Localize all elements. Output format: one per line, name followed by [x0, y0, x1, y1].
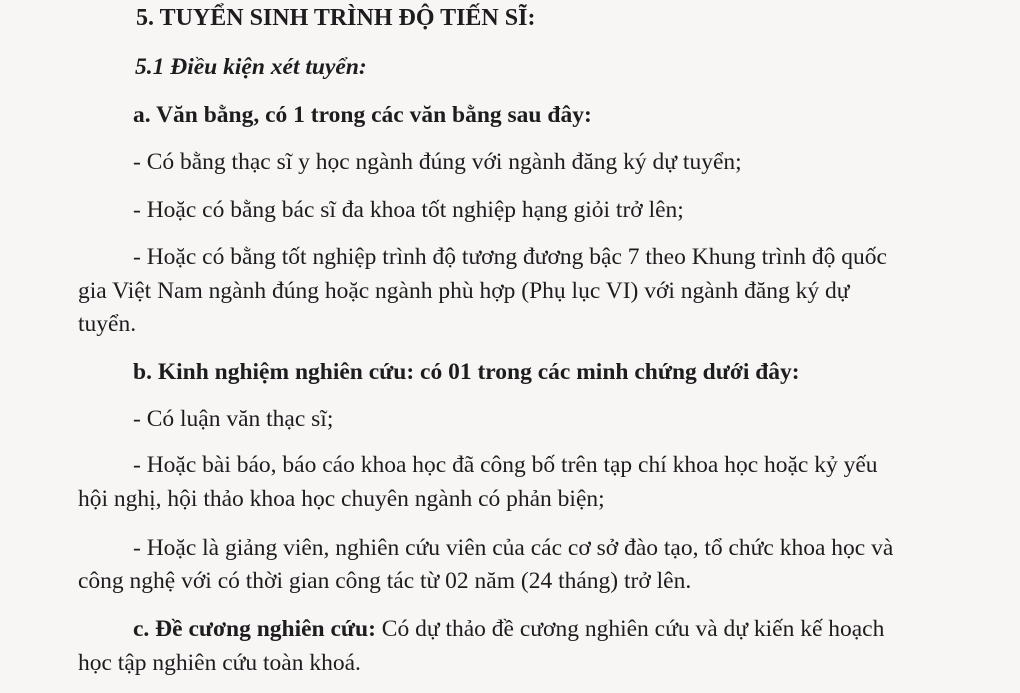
part-a-heading: a. Văn bằng, có 1 trong các văn bằng sau đây: — [133, 102, 592, 128]
part-a-item-3-line-2: gia Việt Nam ngành đúng hoặc ngành phù hợp (Phụ lục VI) với ngành đăng ký dự — [78, 278, 850, 304]
part-b-heading: b. Kinh nghiệm nghiên cứu: có 01 trong các minh chứng dưới đây: — [133, 359, 800, 385]
part-c-line-1 — [133, 615, 884, 643]
part-a-item-3-line-3: tuyển. — [78, 311, 137, 337]
part-b-item-3-line-2: công nghệ với có thời gian công tác từ 02 năm (24 tháng) trở lên. — [78, 568, 692, 594]
part-b-item-3-line-1: - Hoặc là giảng viên, nghiên cứu viên của các cơ sở đào tạo, tổ chức khoa học và — [133, 535, 894, 561]
part-c-heading: c. Đề cương nghiên cứu: — [133, 616, 376, 642]
part-b-item-2-line-1: - Hoặc bài báo, báo cáo khoa học đã công bố trên tạp chí khoa học hoặc kỷ yếu — [133, 452, 878, 478]
subsection-title: 5.1 Điều kiện xét tuyển: — [135, 54, 367, 80]
part-b-item-1: - Có luận văn thạc sĩ; — [133, 406, 334, 432]
section-title: 5. TUYỂN SINH TRÌNH ĐỘ TIẾN SĨ: — [136, 5, 536, 31]
part-a-item-3-line-1: - Hoặc có bằng tốt nghiệp trình độ tương đương bậc 7 theo Khung trình độ quốc — [133, 244, 887, 270]
part-c-text-1: Có dự thảo đề cương nghiên cứu và dự kiến kế hoạch — [375, 616, 885, 642]
part-a-item-1: - Có bằng thạc sĩ y học ngành đúng với ngành đăng ký dự tuyển; — [133, 149, 742, 175]
part-b-item-2-line-2: hội nghị, hội thảo khoa học chuyên ngành có phản biện; — [78, 486, 605, 512]
part-c-line-2: học tập nghiên cứu toàn khoá. — [78, 650, 361, 676]
part-a-item-2: - Hoặc có bằng bác sĩ đa khoa tốt nghiệp hạng giỏi trở lên; — [133, 197, 684, 223]
